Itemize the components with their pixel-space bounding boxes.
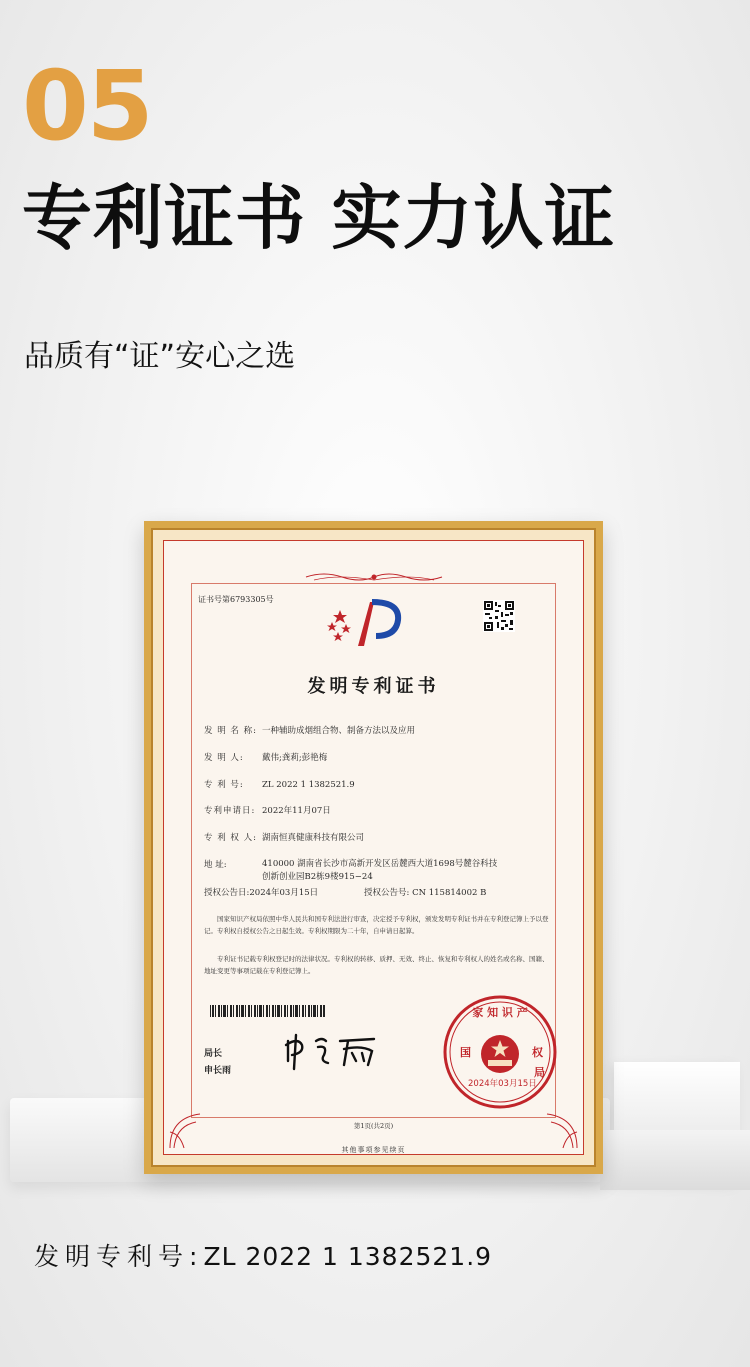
field-value: 戴伟;龚莉;彭艳梅 (262, 753, 328, 763)
svg-text:家 知 识 产: 家 知 识 产 (472, 1006, 528, 1019)
field-value: ZL 2022 1 1382521.9 (262, 780, 355, 790)
seal-date: 2024年03月15日 (468, 1079, 537, 1089)
field-label: 发 明 人: (204, 753, 244, 763)
field-value: 410000 湖南省长沙市高新开发区岳麓西大道1698号麓谷科技创新创业园B2栋9楼915−24 (262, 859, 498, 883)
signatory-name: 申长雨 (204, 1066, 232, 1076)
field-address (204, 858, 524, 884)
grant-date-label: 授权公告日: (204, 888, 250, 898)
field-value: 一种辅助成烟组合物、制备方法以及应用 (262, 726, 416, 736)
grant-no-value: CN 115814002 B (412, 888, 487, 898)
barcode-icon (210, 1005, 326, 1017)
patent-number-label: 发明专利号: (34, 1242, 204, 1271)
certificate-frame (144, 521, 603, 1174)
grant-no-label: 授权公告号: (364, 888, 410, 898)
handwritten-signature (282, 1031, 382, 1071)
official-seal-icon (442, 994, 558, 1110)
headline: 专利证书 实力认证 (22, 177, 616, 259)
field-label: 专 利 号: (204, 780, 244, 790)
field-label: 地 址: (204, 860, 227, 870)
field-label: 专利申请日: (204, 806, 256, 816)
certificate-paper (163, 540, 584, 1155)
notice-paragraph-1: 国家知识产权局依照中华人民共和国专利法进行审查，决定授予专利权，颁发发明专利证书并在专利登记簿上予以登记。专利权自授权公告之日起生效。专利权期限为二十年，自申请日起算。 (204, 915, 549, 935)
field-inventor (204, 751, 327, 763)
svg-text:权: 权 (532, 1046, 543, 1059)
top-ornament (304, 571, 444, 583)
certificate-number: 证书号第6793305号 (198, 595, 274, 604)
field-patent-number (204, 778, 355, 790)
field-label: 发 明 名 称: (204, 726, 257, 736)
field-label: 专 利 权 人: (204, 833, 257, 843)
section-number: 05 (22, 50, 152, 162)
grant-date-value: 2024年03月15日 (249, 888, 319, 898)
page-number: 第1页(共2页) (353, 1122, 394, 1130)
field-patentee (204, 831, 364, 843)
svg-text:国: 国 (460, 1046, 471, 1059)
signatory-title: 局长 (204, 1049, 223, 1059)
certificate-title: 发明专利证书 (307, 676, 440, 697)
grant-info-row (204, 886, 543, 898)
patent-number-value: ZL 2022 1 1382521.9 (203, 1242, 493, 1271)
footer-note: 其他事项参见续页 (341, 1146, 406, 1154)
notice-paragraph-2: 专利证书记载专利权登记时的法律状况。专利权的转移、质押、无效、终止、恢复和专利权人的姓名或名称、国籍、地址变更等事项记载在专利登记簿上。 (204, 955, 549, 975)
field-value: 2022年11月07日 (262, 806, 331, 816)
cnipa-emblem-icon (318, 596, 418, 652)
svg-text:局: 局 (534, 1066, 545, 1079)
qr-code-icon (483, 600, 515, 632)
subtitle: 品质有“证”安心之选 (24, 339, 296, 374)
field-application-date (204, 804, 331, 816)
field-value: 湖南恒真健康科技有限公司 (262, 833, 365, 843)
display-block-base (600, 1130, 750, 1190)
field-invention-name (204, 724, 415, 736)
patent-number-caption (34, 1242, 492, 1272)
